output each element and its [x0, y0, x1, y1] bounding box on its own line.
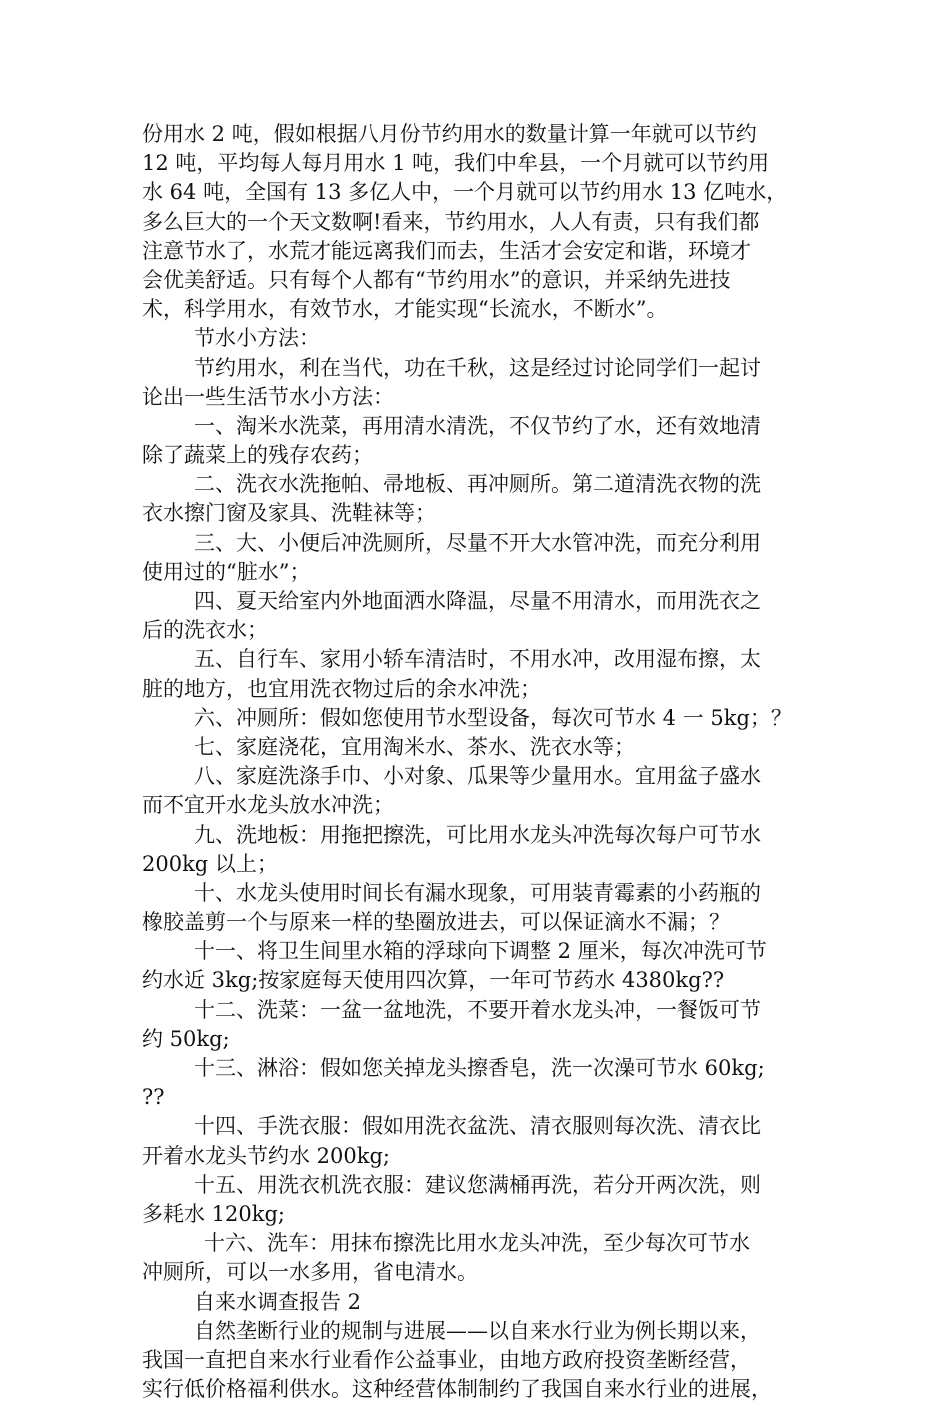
- text-line: 术，科学用水，有效节水，才能实现“长流水，不断水”。: [142, 297, 668, 322]
- text-line: 论出一些生活节水小方法：: [142, 384, 394, 409]
- text-line: 实行低价格福利供水。这种经营体制制约了我国自来水行业的进展，: [142, 1377, 772, 1402]
- text-line: 五、自行车、家用小轿车清洁时，不用水冲，改用湿布擦，太: [194, 647, 761, 672]
- text-line: 节水小方法：: [194, 326, 320, 351]
- text-line: 后的洗衣水；: [142, 618, 268, 643]
- text-line: 十一、将卫生间里水箱的浮球向下调整 2 厘米，每次冲洗可节: [194, 939, 767, 964]
- text-line: 四、夏天给室内外地面洒水降温，尽量不用清水，而用洗衣之: [194, 589, 761, 613]
- text-line: 约 50kg;: [142, 1026, 230, 1051]
- text-line: 开着水龙头节约水 200kg;: [142, 1143, 391, 1168]
- text-line: ??: [142, 1085, 165, 1110]
- text-line: 节约用水，利在当代，功在千秋，这是经过讨论同学们一起讨: [194, 355, 761, 380]
- text-line: 12 吨，平均每人每月用水 1 吨，我们中牟县，一个月就可以节约用: [142, 151, 770, 176]
- text-line: 约水近 3kg;按家庭每天使用四次算，一年可节药水 4380kg??: [142, 968, 725, 993]
- text-line: 会优美舒适。只有每个人都有“节约用水”的意识，并采纳先进技: [142, 267, 731, 292]
- text-line: 冲厕所，可以一水多用，省电清水。: [142, 1260, 478, 1285]
- text-line: 水 64 吨，全国有 13 多亿人中，一个月就可以节约用水 13 亿吨水，: [142, 180, 788, 205]
- text-line: 十五、用洗衣机洗衣服：建议您满桶再洗，若分开两次洗，则: [194, 1172, 761, 1197]
- text-line: 注意节水了，水荒才能远离我们而去，生活才会安定和谐，环境才: [142, 238, 751, 263]
- text-line: 自来水调查报告 2: [194, 1289, 362, 1314]
- text-line: 而不宜开水龙头放水冲洗；: [142, 793, 394, 818]
- text-line: 一、淘米水洗菜，再用清水清洗，不仅节约了水，还有效地清: [194, 413, 761, 438]
- text-line: 200kg 以上；: [142, 851, 278, 876]
- text-line: 十三、淋浴：假如您关掉龙头擦香皂，洗一次澡可节水 60kg;: [194, 1056, 765, 1080]
- text-line: 十二、洗菜：一盆一盆地洗，不要开着水龙头冲，一餐饭可节: [194, 997, 761, 1022]
- text-line: 除了蔬菜上的残存农药；: [142, 443, 373, 468]
- text-line: 七、家庭浇花，宜用淘米水、茶水、洗衣水等；: [194, 734, 635, 759]
- text-line: 十四、手洗衣服：假如用洗衣盆洗、清衣服则每次洗、清衣比: [194, 1114, 761, 1139]
- text-line: 多耗水 120kg;: [142, 1201, 286, 1226]
- text-line: 六、冲厕所：假如您使用节水型设备，每次可节水 4 一 5kg；？: [194, 705, 792, 730]
- text-line: 我国一直把自来水行业看作公益事业，由地方政府投资垄断经营，: [142, 1347, 751, 1372]
- text-line: 多么巨大的一个天文数啊!看来，节约用水，人人有责，只有我们都: [142, 209, 760, 234]
- text-line: 十、水龙头使用时间长有漏水现象，可用装青霉素的小药瓶的: [194, 880, 761, 905]
- text-line: 橡胶盖剪一个与原来一样的垫圈放进去，可以保证滴水不漏；？: [142, 910, 730, 935]
- text-line: 十六、洗车：用抹布擦洗比用水龙头冲洗，至少每次可节水: [204, 1231, 750, 1256]
- document-body: [142, 120, 817, 1404]
- text-line: 份用水 2 吨，假如根据八月份节约用水的数量计算一年就可以节约: [142, 122, 757, 146]
- text-line: 衣水擦门窗及家具、洗鞋袜等；: [142, 501, 436, 526]
- text-line: 三、大、小便后冲洗厕所，尽量不开大水管冲洗，而充分利用: [194, 530, 761, 555]
- text-line: 使用过的“脏水”；: [142, 559, 311, 584]
- text-line: 二、洗衣水洗拖帕、帚地板、再冲厕所。第二道清洗衣物的洗: [194, 472, 761, 497]
- text-line: 八、家庭洗涤手巾、小对象、瓜果等少量用水。宜用盆子盛水: [194, 764, 761, 789]
- text-line: 脏的地方，也宜用洗衣物过后的余水冲洗；: [142, 676, 541, 701]
- text-line: 九、洗地板：用拖把擦洗，可比用水龙头冲洗每次每户可节水: [194, 822, 761, 847]
- text-line: 自然垄断行业的规制与进展——以自来水行业为例长期以来，: [194, 1318, 761, 1343]
